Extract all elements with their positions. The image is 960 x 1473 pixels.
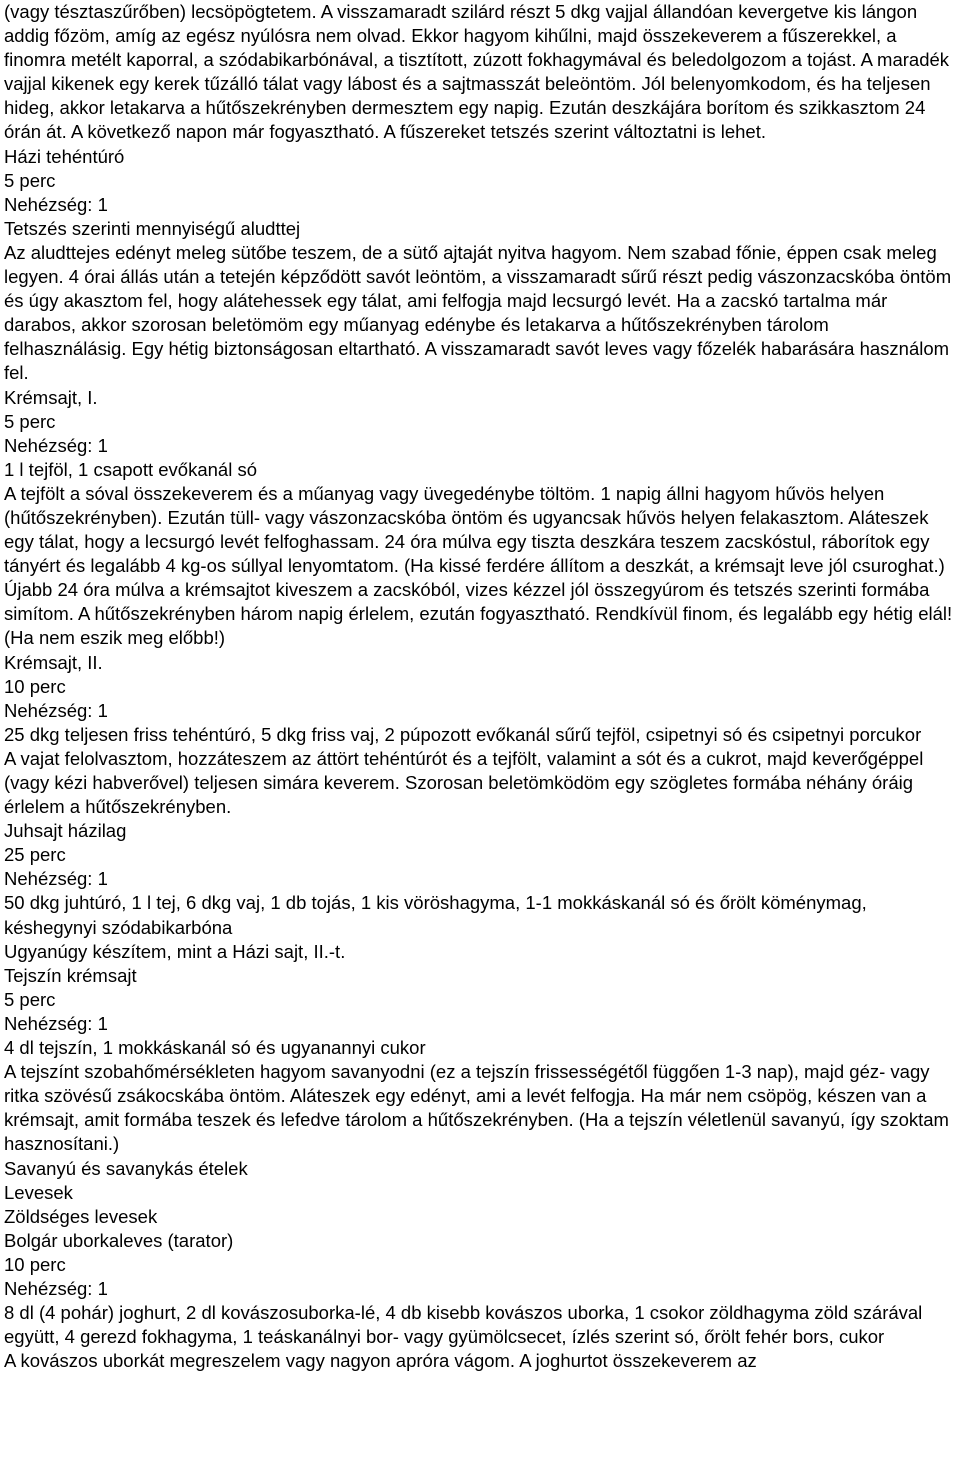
recipe-title: Tejszín krémsajt: [4, 964, 137, 986]
recipe-ingredients: 1 l tejföl, 1 csapott evőkanál só: [4, 458, 257, 480]
recipe-time: 5 perc: [4, 169, 56, 191]
recipe-ingredients: 4 dl tejszín, 1 mokkáskanál só és ugyanannyi cukor: [4, 1037, 426, 1059]
recipe-time: 5 perc: [4, 410, 56, 432]
intro-paragraph: (vagy tésztaszűrőben) lecsöpögtetem. A visszamaradt szilárd részt 5 dkg vajjal állandóan kevergetve kis lángon addig főzöm, amíg az egész nyúlósra nem olvad. Ekkor hagyom kihűlni, majd összekeverem a fűszerekkel, a finomra metélt kaporral, a szódabikarbónával, a tisztított, zúzott fokhagymával és beledolgozom a tojást. A maradék vajjal kikenek egy kerek tűzálló tálat vagy lábost és a sajtmasszát beleöntöm. Jól belenyomkodom, és ha teljesen hideg, akkor letakarva a hűtőszekrényben dermesztem egy napig. Ezután deszkájára borítom és szikkasztom 24 órán át. A következő napon már fogyasztható. A fűszereket tetszés szerint változtatni is lehet.: [4, 1, 950, 143]
recipe-difficulty: Nehézség: 1: [4, 434, 108, 456]
recipe-title: Házi tehéntúró: [4, 145, 125, 167]
recipe-title: Juhsajt házilag: [4, 820, 127, 842]
recipe-instructions: A tejfölt a sóval összekeverem és a műanyag vagy üvegedénybe töltöm. 1 napig állni hagyom hűvös helyen (hűtőszekrényben). Ezután tüll- vagy vászonzacskóba öntöm és ugyancsak hűvös helyen felakasztom. Aláteszek egy tálat, hogy a lecsurgó levét felfoghassam. 24 óra múlva egy tiszta deszkára teszem zacskóstul, ráborítok egy tányért és legalább 4 kg-os súllyal lenyomtatom. (Ha kissé ferdére állítom a deszkát, a krémsajt leve jól csuroghat.) Újabb 24 óra múlva a krémsajtot kiveszem a zacskóból, vizes kézzel jól összegyúrom és tetszés szerinti formába simítom. A hűtőszekrényben három napig érlelem, ezután fogyasztható. Rendkívül finom, és legalább egy hétig elál! (Ha nem eszik meg előbb!): [4, 482, 953, 649]
recipe-time: 10 perc: [4, 1253, 66, 1275]
recipe-difficulty: Nehézség: 1: [4, 1277, 108, 1299]
recipe-difficulty: Nehézség: 1: [4, 1012, 108, 1034]
recipe-time: 25 perc: [4, 844, 66, 866]
section-heading: Levesek: [4, 1181, 73, 1203]
recipe-instructions: Az aludttejes edényt meleg sütőbe teszem, de a sütő ajtaját nyitva hagyom. Nem szabad főnie, éppen csak meleg legyen. 4 órai állás után a tetején képződött savót leöntöm, a visszamaradt sűrű részt pedig vászonzacskóba öntöm és úgy akasztom fel, hogy alátehessek egy tálat, ami felfogja majd lecsurgó levét. Ha a zacskó tartalma már darabos, akkor szorosan beletömöm egy műanyag edénybe és letakarva a hűtőszekrényben tárolom felhasználásig. Egy hétig biztonságosan eltartható. A visszamaradt savót leves vagy főzelék habarására használom fel.: [4, 241, 952, 384]
recipe-ingredients: 25 dkg teljesen friss tehéntúró, 5 dkg friss vaj, 2 púpozott evőkanál sűrű tejföl, csipetnyi só és csipetnyi porcukor: [4, 723, 922, 745]
recipe-difficulty: Nehézség: 1: [4, 193, 108, 215]
recipe-instructions: A kovászos uborkát megreszelem vagy nagyon apróra vágom. A joghurtot összekeverem az: [4, 1350, 757, 1372]
section-heading: Zöldséges levesek: [4, 1205, 158, 1227]
recipe-title: Krémsajt, I.: [4, 386, 98, 408]
recipe-ingredients: 50 dkg juhtúró, 1 l tej, 6 dkg vaj, 1 db tojás, 1 kis vöröshagyma, 1-1 mokkáskanál só és őrölt köménymag, késhegynyi szódabikarbóna: [4, 892, 867, 938]
recipe-ingredients: Tetszés szerinti mennyiségű aludttej: [4, 217, 301, 239]
recipe-time: 10 perc: [4, 675, 66, 697]
recipe-difficulty: Nehézség: 1: [4, 699, 108, 721]
recipe-instructions: A tejszínt szobahőmérsékleten hagyom savanyodni (ez a tejszín frissességétől függően 1-3 nap), majd géz- vagy ritka szövésű zsákocskába öntöm. Aláteszek egy edényt, ami a levét felfogja. Ha már nem csöpög, készen van a krémsajt, amit formába teszek és lefedve tárolom a hűtőszekrényben. (Ha a tejszín véletlenül savanyú, így szoktam hasznosítani.): [4, 1061, 949, 1155]
recipe-title: Krémsajt, II.: [4, 651, 103, 673]
section-heading: Savanyú és savanykás ételek: [4, 1157, 248, 1179]
recipe-time: 5 perc: [4, 988, 56, 1010]
recipe-instructions: Ugyanúgy készítem, mint a Házi sajt, II.-t.: [4, 940, 346, 962]
recipe-instructions: A vajat felolvasztom, hozzáteszem az áttört tehéntúrót és a tejfölt, valamint a sót és a cukrot, majd keverőgéppel (vagy kézi habverővel) teljesen simára keverem. Szorosan beletömködöm egy szögletes formába néhány óráig érlelem a hűtőszekrényben.: [4, 747, 924, 818]
recipe-difficulty: Nehézség: 1: [4, 868, 108, 890]
recipe-ingredients: 8 dl (4 pohár) joghurt, 2 dl kovászosuborka-lé, 4 db kisebb kovászos uborka, 1 csokor zöldhagyma zöld szárával együtt, 4 gerezd fokhagyma, 1 teáskanálnyi bor- vagy gyümölcsecet, ízlés szerint só, őrölt fehér bors, cukor: [4, 1302, 923, 1348]
recipe-title: Bolgár uborkaleves (tarator): [4, 1229, 234, 1251]
